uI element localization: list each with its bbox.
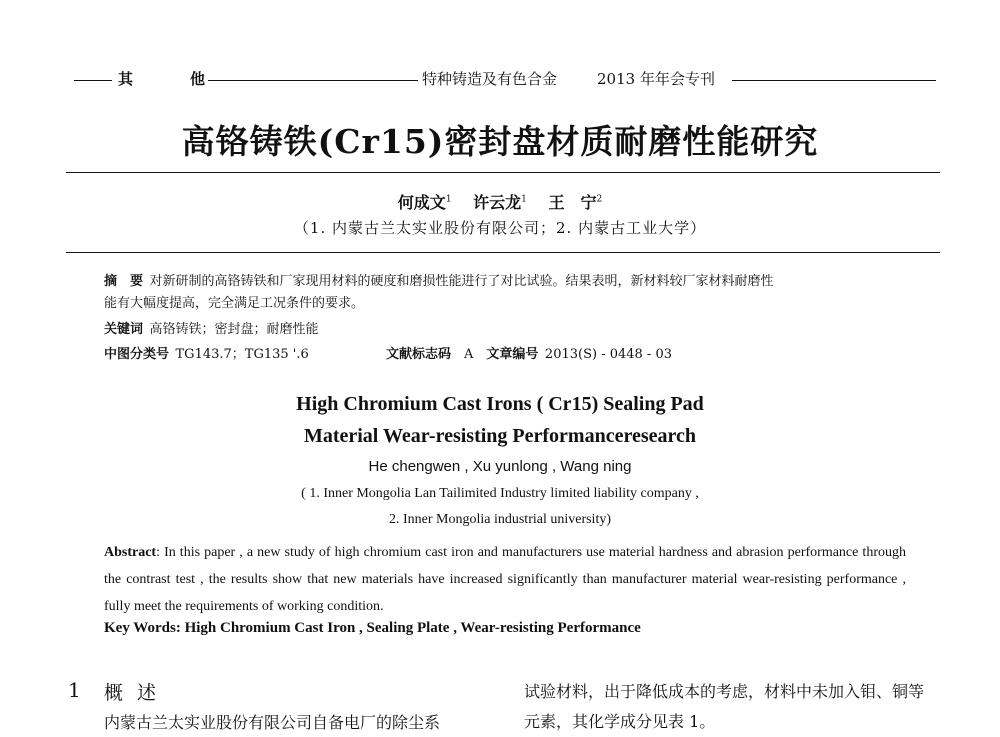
en-affiliation-line-2: 2. Inner Mongolia industrial university): [388, 512, 612, 527]
affil-divider: [66, 252, 940, 253]
section-number: 1: [68, 678, 81, 702]
header-rule-mid: [208, 80, 418, 81]
header-category-a: 其: [118, 70, 134, 88]
article-no-value: 2013(S) - 0448 - 03: [544, 347, 672, 362]
cn-keywords: [104, 320, 924, 340]
author-name: 何成文: [397, 193, 446, 212]
doc-code-label: 文献标志码: [386, 347, 452, 362]
en-keywords-label: Key Words: [104, 620, 176, 636]
header-issue: 2013 年年会专刊: [597, 70, 715, 88]
body-text-right: [524, 677, 944, 737]
cn-keywords-text: 高铬铸铁；密封盘；耐磨性能: [149, 322, 319, 337]
affiliation: （1. 内蒙古兰太实业股份有限公司；2. 内蒙古工业大学）: [293, 219, 707, 237]
title-divider: [66, 172, 940, 173]
section-title: 概述: [104, 682, 171, 704]
en-author-list: He chengwen , Xu yunlong , Wang ning: [368, 458, 632, 475]
en-title-line-1: High Chromium Cast Irons ( Cr15) Sealing Pad: [296, 393, 704, 415]
en-affiliation-line-1: ( 1. Inner Mongolia Lan Tailimited Industry limited liability company ,: [301, 486, 699, 501]
author-list: [0, 190, 1000, 213]
cn-abstract-text-2: 能有大幅度提高，完全满足工况条件的要求。: [104, 296, 365, 311]
header-rule-right: [732, 80, 936, 81]
en-keywords: [104, 620, 904, 637]
cn-keywords-label: 关键词: [104, 322, 144, 337]
doc-code-group: [386, 345, 672, 365]
cn-abstract-label: 摘 要: [104, 274, 144, 289]
en-title-line-2: Material Wear-resisting Performanceresearch: [303, 425, 697, 447]
author-name: 王 宁: [548, 193, 597, 212]
body-right-line-2: 元素，其化学成分见表 1。: [524, 712, 716, 731]
doc-code-value: A: [464, 347, 474, 362]
author-affil-mark: 1: [445, 194, 452, 205]
author-affil-mark: 1: [521, 194, 527, 205]
cn-classification: [104, 345, 924, 365]
running-header: [74, 68, 936, 92]
header-category-b: 他: [190, 70, 206, 88]
clc-label: 中图分类号: [104, 347, 170, 362]
author-affil-mark: 2: [596, 194, 603, 205]
body-right-line-1: 试验材料，出于降低成本的考虑，材料中未加入钼、铜等: [524, 682, 925, 701]
cn-abstract-text-1: 对新研制的高铬铸铁和厂家现用材料的硬度和磨损性能进行了对比试验。结果表明，新材料较厂家材料耐磨性: [149, 274, 774, 289]
cn-abstract: [104, 272, 924, 292]
en-abstract-text: : In this paper , a new study of high chromium cast iron and manufacturers use material hardness and abrasion performance through the contrast test , the results show that new materials have increased significantly than manufacturer material wear-resisting performance , fully meet the requirements of working condition.: [104, 545, 906, 614]
header-journal: 特种铸造及有色合金: [422, 70, 558, 88]
en-abstract-label: Abstract: [104, 545, 157, 560]
clc-value: TG143.7；TG135 '.6: [175, 347, 309, 362]
en-abstract: [104, 539, 906, 620]
header-rule-left: [74, 80, 112, 81]
en-keywords-text: : High Chromium Cast Iron , Sealing Plate , Wear-resisting Performance: [175, 620, 641, 636]
article-no-label: 文章编号: [486, 347, 539, 362]
cn-abstract-cont: [104, 294, 924, 314]
author-name: 许云龙: [473, 193, 522, 212]
body-text-left: 内蒙古兰太实业股份有限公司自备电厂的除尘系: [104, 713, 441, 732]
paper-title: 高铬铸铁(Cr15)密封盘材质耐磨性能研究: [181, 122, 819, 161]
